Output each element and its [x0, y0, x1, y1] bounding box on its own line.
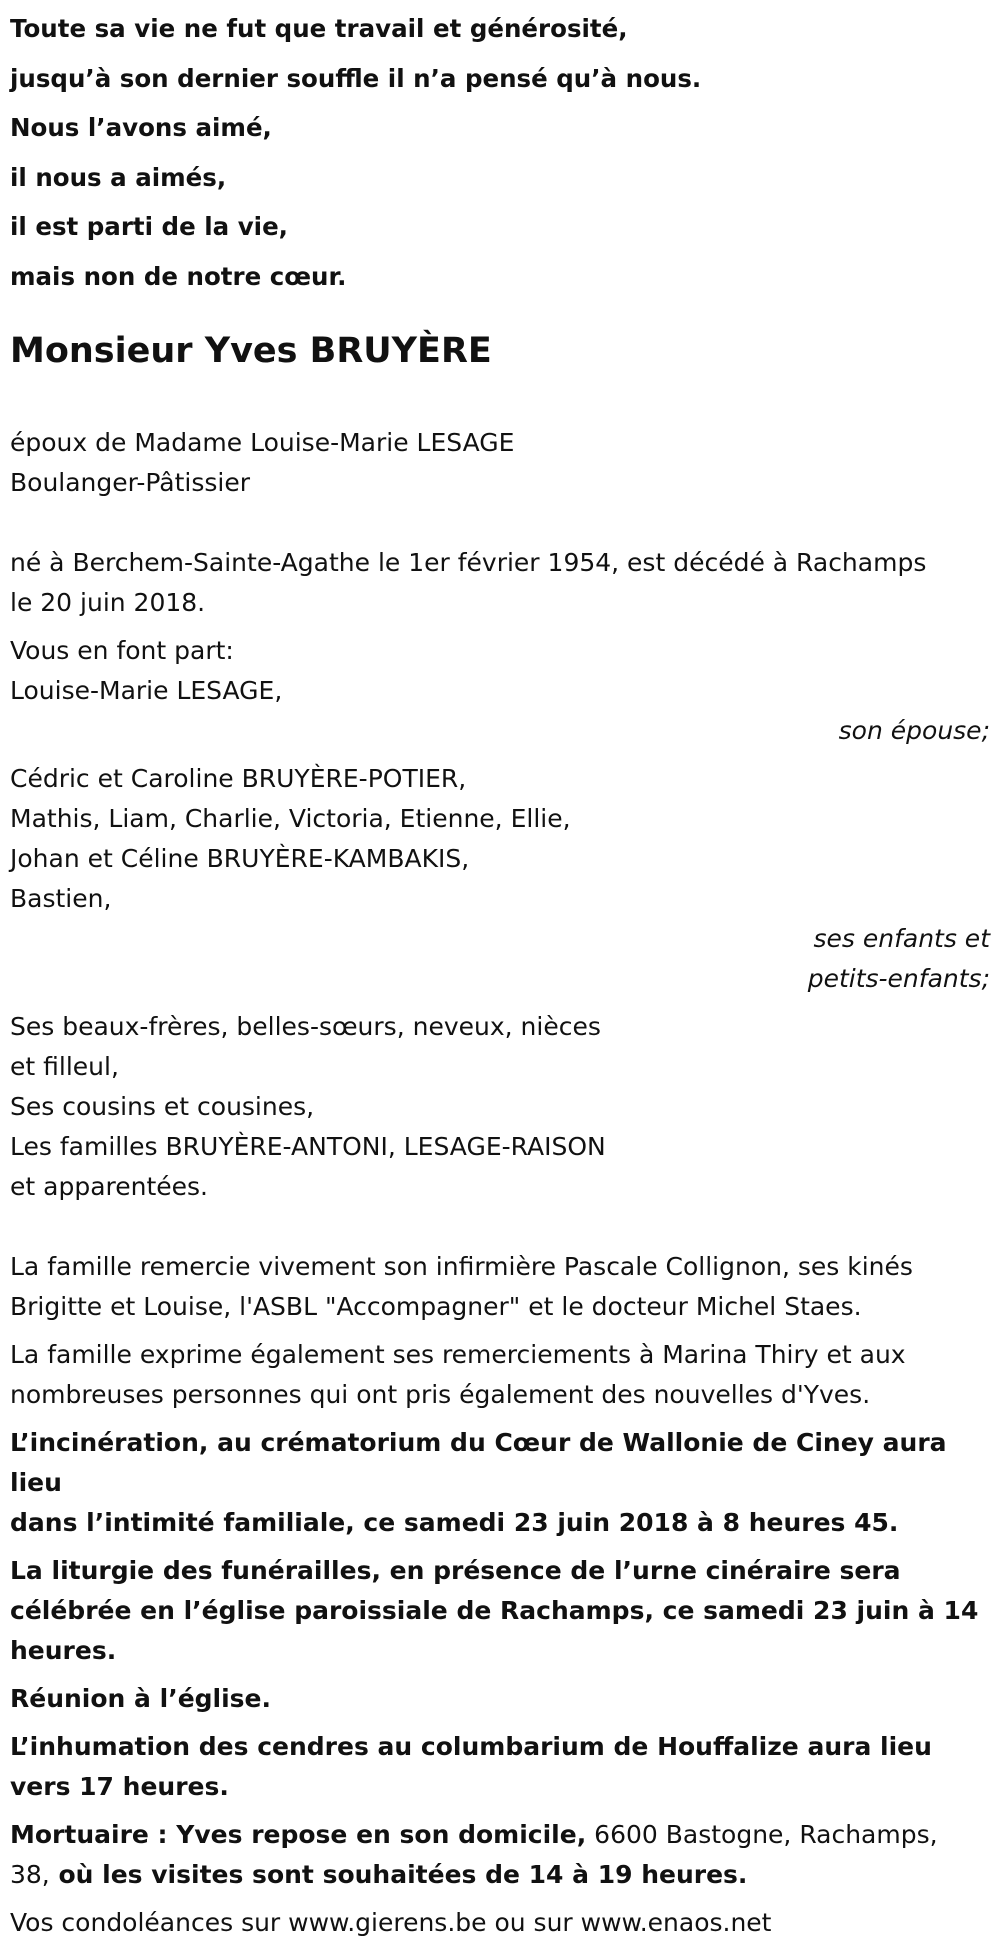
group3-line: et filleul, [10, 1052, 119, 1081]
identity-block [10, 423, 990, 503]
mortuary-address-1: 6600 Bastogne, Rachamps, [586, 1820, 938, 1849]
burial-line: L’inhumation des cendres au columbarium de Houffalize aura lieu [10, 1732, 932, 1761]
liturgy-line: célébrée en l’église paroissiale de Rachamps, ce samedi 23 juin à 14 [10, 1596, 979, 1625]
group2-name: Mathis, Liam, Charlie, Victoria, Etienne, Ellie, [10, 804, 571, 833]
poem-line: Nous l’avons aimé, [10, 113, 272, 142]
liturgy-paragraph [10, 1551, 990, 1671]
group2-name: Cédric et Caroline BRUYÈRE-POTIER, [10, 764, 467, 793]
group1-name: Louise-Marie LESAGE, [10, 676, 283, 705]
deceased-name: Monsieur Yves BRUYÈRE [10, 331, 492, 371]
birth-death-line: né à Berchem-Sainte-Agathe le 1er février 1954, est décédé à Rachamps [10, 548, 927, 577]
meeting-paragraph [10, 1679, 990, 1719]
mortuary-address-2: 38, [10, 1860, 50, 1889]
children-group [10, 759, 990, 999]
poem-line: il est parti de la vie, [10, 212, 288, 241]
group3-line: Ses cousins et cousines, [10, 1092, 315, 1121]
group1-role: son épouse; [838, 716, 990, 745]
group2-role: ses enfants et [813, 924, 990, 953]
birth-death [10, 543, 990, 623]
mortuary-bold-2: où les visites sont souhaitées de 14 à 19 heures. [49, 1860, 748, 1889]
group2-role: petits-enfants; [807, 964, 990, 993]
announcement [10, 631, 990, 751]
poem-line: Toute sa vie ne fut que travail et générosité, [10, 14, 628, 43]
announce-line: Vous en font part: [10, 636, 234, 665]
poem-line: mais non de notre cœur. [10, 261, 347, 291]
group3-line: et apparentées. [10, 1172, 208, 1201]
thanks-paragraph-2 [10, 1335, 990, 1415]
burial-paragraph [10, 1727, 990, 1807]
liturgy-line: La liturgie des funérailles, en présence de l’urne cinéraire sera [10, 1556, 901, 1585]
spouse-line: époux de Madame Louise-Marie LESAGE [10, 428, 515, 457]
poem-line: jusqu’à son dernier souffle il n’a pensé qu’à nous. [10, 63, 702, 93]
relatives-group [10, 1007, 990, 1207]
mortuary-line-1 [10, 1815, 990, 1855]
profession: Boulanger-Pâtissier [10, 468, 251, 497]
thanks-paragraph-1 [10, 1247, 990, 1327]
cremation-line: L’incinération, au crématorium du Cœur de Wallonie de Ciney aura lieu [10, 1428, 947, 1497]
thanks2-line: nombreuses personnes qui ont pris également des nouvelles d'Yves. [10, 1380, 871, 1409]
mortuary-paragraph [10, 1815, 990, 1895]
thanks1-line: La famille remercie vivement son infirmière Pascale Collignon, ses kinés [10, 1252, 913, 1281]
group3-line: Les familles BRUYÈRE-ANTONI, LESAGE-RAISON [10, 1132, 606, 1161]
obituary-page [0, 4, 990, 1943]
cremation-paragraph [10, 1423, 990, 1543]
condolences-line: Vos condoléances sur www.gierens.be ou sur www.enaos.net [10, 1908, 772, 1937]
group2-name: Bastien, [10, 884, 112, 913]
liturgy-line: heures. [10, 1636, 117, 1665]
thanks1-line: Brigitte et Louise, l'ASBL "Accompagner" et le docteur Michel Staes. [10, 1292, 862, 1321]
meeting-line: Réunion à l’église. [10, 1684, 272, 1713]
burial-line: vers 17 heures. [10, 1772, 229, 1801]
group3-line: Ses beaux-frères, belles-sœurs, neveux, nièces [10, 1012, 601, 1041]
group2-name: Johan et Céline BRUYÈRE-KAMBAKIS, [10, 844, 470, 873]
poem [10, 4, 990, 301]
birth-death-line: le 20 juin 2018. [10, 588, 206, 617]
mortuary-line-2 [10, 1855, 990, 1895]
mortuary-bold-1: Mortuaire : Yves repose en son domicile, [10, 1820, 587, 1849]
thanks2-line: La famille exprime également ses remerciements à Marina Thiry et aux [10, 1340, 906, 1369]
cremation-line: dans l’intimité familiale, ce samedi 23 juin 2018 à 8 heures 45. [10, 1508, 899, 1537]
poem-line: il nous a aimés, [10, 162, 227, 192]
condolences-paragraph [10, 1903, 990, 1943]
